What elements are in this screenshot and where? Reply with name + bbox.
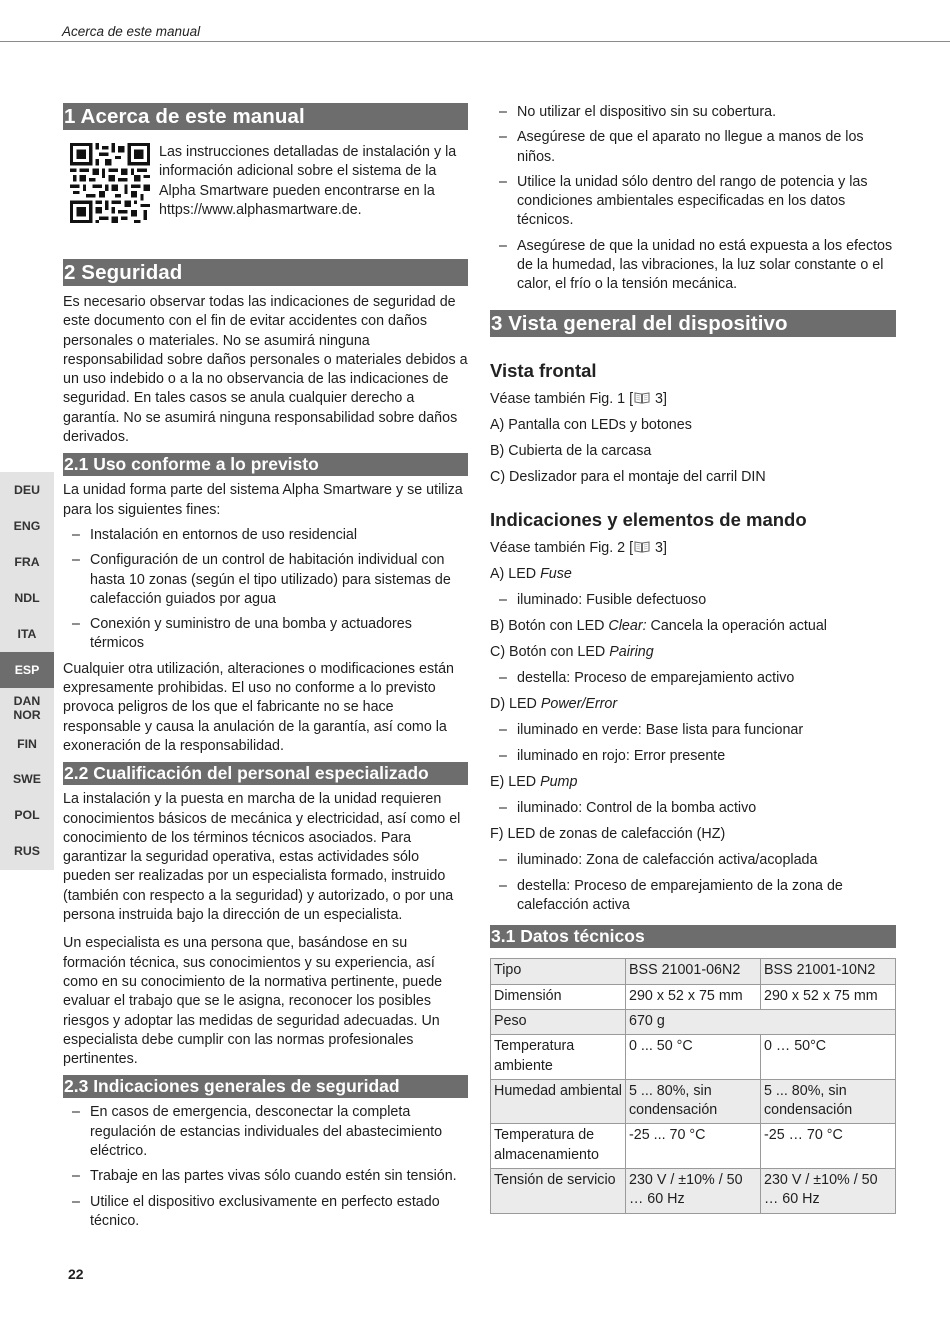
table-cell-label: Dimensión [491, 984, 626, 1009]
section-1-heading: 1 Acerca de este manual [63, 103, 468, 130]
table-cell-label: Humedad ambiental [491, 1079, 626, 1124]
running-header: Acerca de este manual [62, 24, 201, 39]
table-cell-value: -25 … 70 °C [761, 1124, 896, 1169]
table-cell-value: 230 V / ±10% / 50 … 60 Hz [626, 1168, 761, 1213]
language-tab-bar [0, 472, 54, 870]
table-cell-value: 290 x 52 x 75 mm [761, 984, 896, 1009]
table-row [491, 1009, 896, 1034]
indicator-d-detail-red: – iluminado en rojo: Error presente [490, 747, 896, 766]
table-cell-label: Peso [491, 1009, 626, 1034]
intended-use-list [63, 526, 468, 654]
left-column [63, 103, 468, 1237]
page-number: 22 [68, 1266, 84, 1282]
section-2-2-heading: 2.2 Cualificación del personal especializado [63, 762, 468, 785]
qr-code-icon [70, 143, 150, 223]
list-item: – Asegúrese de que la unidad no está expuesta a los efectos de la humedad, las vibraciones, la luz solar constante o el calor, el frío o la tensión mecánica. [490, 237, 896, 295]
book-icon [634, 540, 650, 553]
indicator-e: E) LED Pump [490, 773, 578, 790]
indicator-c: C) Botón con LED Pairing [490, 643, 654, 660]
table-cell-value: -25 ... 70 °C [626, 1124, 761, 1169]
section-2-1-heading: 2.1 Uso conforme a lo previsto [63, 453, 468, 476]
list-item: – Conexión y suministro de una bomba y actuadores térmicos [63, 615, 468, 654]
language-tab-pol[interactable]: POL [14, 808, 40, 822]
front-item: A) Pantalla con LEDs y botones [490, 416, 692, 433]
header-rule [0, 41, 950, 42]
indicator-a: A) LED Fuse [490, 565, 572, 582]
table-cell-value: 670 g [626, 1009, 896, 1034]
indicator-c-detail: – destella: Proceso de emparejamiento activo [490, 669, 896, 688]
list-item: – Instalación en entornos de uso residencial [63, 526, 468, 545]
intended-use-outro: Cualquier otra utilización, alteraciones o modificaciones están expresamente prohibidas. El uso no conforme a lo previsto provoca peligros de los que el fabricante no se hace responsable y causa la anulación de la garantía, así como la exoneración de la responsabilidad. [63, 660, 454, 754]
table-cell-label: Temperatura ambiente [491, 1035, 626, 1080]
list-item: – Trabaje en las partes vivas sólo cuando estén sin tensión. [63, 1167, 468, 1186]
table-row [491, 1035, 896, 1080]
intended-use-intro: La unidad forma parte del sistema Alpha Smartware y se utiliza para los siguientes fines: [63, 482, 463, 518]
table-cell-value: 0 … 50°C [761, 1035, 896, 1080]
reference-page: 3] [651, 390, 667, 407]
table-cell-value: 5 ... 80%, sin condensación [761, 1079, 896, 1124]
table-row [491, 1124, 896, 1169]
table-row [491, 959, 896, 984]
book-icon [634, 391, 650, 404]
table-row [491, 1168, 896, 1213]
language-tab-eng[interactable]: ENG [13, 519, 41, 533]
list-item: – Configuración de un control de habitación individual con hasta 10 zonas (según el tipo utilizado) para sistemas de calefacción guiados por agua [63, 551, 468, 609]
general-safety-list [63, 1103, 468, 1231]
language-tab-dan-nor[interactable]: DAN NOR [13, 694, 41, 722]
indicators-heading: Indicaciones y elementos de mando [490, 508, 807, 530]
qualification-text-1: La instalación y la puesta en marcha de la unidad requieren conocimientos básicos de mecánica y electricidad, así como el conocimiento de los términos técnicos asociados. Para garantizar la seguridad operativa, estas actividades sólo pueden ser realizadas por un especialista formado, instruido (también con respecto a la seguridad) y autorizado, o por una persona instruida bajo la dirección de un especialista. [63, 791, 461, 924]
table-row [491, 984, 896, 1009]
technical-data-table [490, 958, 896, 1213]
front-item: C) Deslizador para el montaje del carril DIN [490, 468, 766, 485]
indicator-e-detail: – iluminado: Control de la bomba activo [490, 799, 896, 818]
section-2-3-heading: 2.3 Indicaciones generales de seguridad [63, 1075, 468, 1098]
language-tab-fin[interactable]: FIN [17, 737, 37, 751]
table-row [491, 1079, 896, 1124]
safety-list-continued [490, 103, 896, 295]
indicators-reference [490, 539, 896, 558]
table-cell-value: 5 ... 80%, sin condensación [626, 1079, 761, 1124]
list-item: – No utilizar el dispositivo sin su cobertura. [490, 103, 896, 122]
section-3-1-heading: 3.1 Datos técnicos [490, 925, 896, 948]
table-cell-value: 290 x 52 x 75 mm [626, 984, 761, 1009]
front-view-heading: Vista frontal [490, 359, 597, 381]
indicator-f-detail-blink: – destella: Proceso de emparejamiento de la zona de calefacción activa [490, 877, 896, 916]
indicator-b: B) Botón con LED Clear: Cancela la operación actual [490, 617, 827, 634]
reference-text: Véase también Fig. 1 [ [490, 390, 634, 407]
front-view-reference [490, 390, 896, 409]
indicator-d: D) LED Power/Error [490, 695, 618, 712]
indicator-f: F) LED de zonas de calefacción (HZ) [490, 825, 726, 842]
table-cell-value: 230 V / ±10% / 50 … 60 Hz [761, 1168, 896, 1213]
language-tab-esp[interactable]: ESP [0, 652, 54, 688]
qualification-text-2: Un especialista es una persona que, basándose en su formación técnica, sus conocimientos y su experiencia, así como en su conocimiento de la normativa pertinente, puede evaluar el trabajo que se le asigna, reconocer los posibles riesgos y adoptar las medidas de seguridad adecuadas. Un especialista debe cumplir con las normas profesionales pertinentes. [63, 935, 443, 1068]
language-tab-ita[interactable]: ITA [17, 627, 37, 641]
list-item: – Utilice la unidad sólo dentro del rango de potencia y las condiciones ambientales especificadas en los datos técnicos. [490, 173, 896, 231]
intro-block [63, 143, 468, 223]
language-tab-swe[interactable]: SWE [12, 772, 41, 786]
list-item: – Asegúrese de que el aparato no llegue a manos de los niños. [490, 128, 896, 167]
reference-text: Véase también Fig. 2 [ [490, 539, 634, 556]
language-tab-fra[interactable]: FRA [14, 555, 40, 569]
indicator-d-detail-green: – iluminado en verde: Base lista para funcionar [490, 721, 896, 740]
reference-page: 3] [651, 539, 667, 556]
list-item: – En casos de emergencia, desconectar la completa regulación de estancias individuales del abastecimiento eléctrico. [63, 1103, 468, 1161]
safety-intro-text: Es necesario observar todas las indicaciones de seguridad de este documento con el fin de evitar accidentes con daños personales o materiales. No se asumirá ninguna responsabilidad sobre daños personales o materiales debidos a un uso indebido o a la no observancia de las indicaciones de seguridad. En tales casos se anula cualquier derecho a garantía. No se asumirá ninguna responsabilidad sobre daños derivados. [63, 294, 468, 446]
manual-info-text: Las instrucciones detalladas de instalación y la información adicional sobre el sistema de la Alpha Smartware pueden encontrarse en la https://www.alphasmartware.de. [159, 144, 457, 218]
front-item: B) Cubierta de la carcasa [490, 442, 652, 459]
indicator-f-detail-lit: – iluminado: Zona de calefacción activa/acoplada [490, 851, 896, 870]
language-tab-ndl[interactable]: NDL [14, 591, 40, 605]
section-2-heading: 2 Seguridad [63, 259, 468, 286]
table-cell-value: BSS 21001-06N2 [626, 959, 761, 984]
table-cell-label: Temperatura de almacenamiento [491, 1124, 626, 1169]
table-cell-label: Tensión de servicio [491, 1168, 626, 1213]
list-item: – Utilice el dispositivo exclusivamente en perfecto estado técnico. [63, 1193, 468, 1232]
section-3-heading: 3 Vista general del dispositivo [490, 310, 896, 337]
language-tab-deu[interactable]: DEU [14, 483, 40, 497]
language-tab-rus[interactable]: RUS [14, 844, 40, 858]
right-column [490, 103, 896, 1214]
table-cell-value: BSS 21001-10N2 [761, 959, 896, 984]
indicator-a-detail: – iluminado: Fusible defectuoso [490, 591, 896, 610]
table-cell-label: Tipo [491, 959, 626, 984]
table-cell-value: 0 ... 50 °C [626, 1035, 761, 1080]
